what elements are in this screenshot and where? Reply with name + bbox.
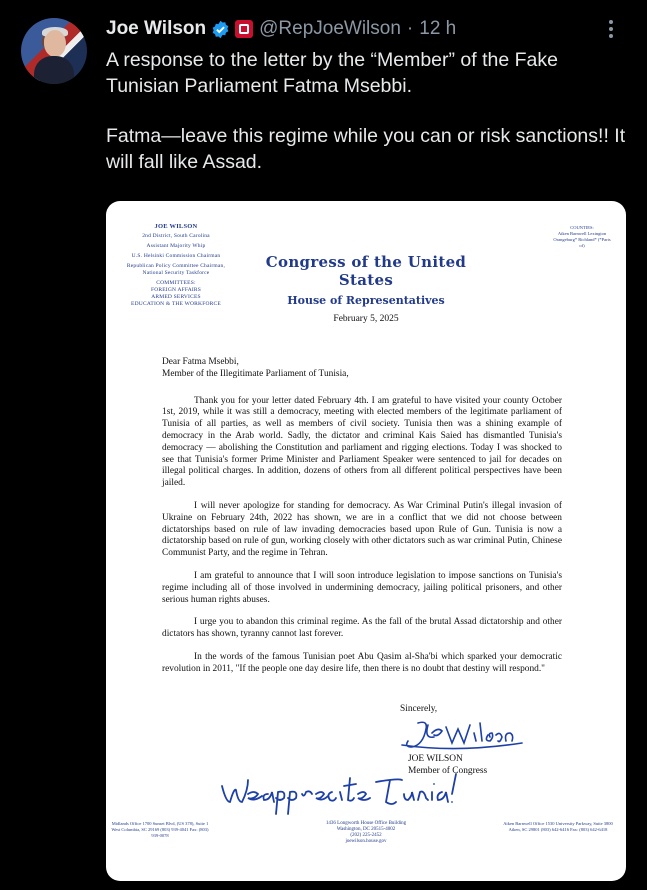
letterhead-committee-3: EDUCATION & THE WORKFORCE [131, 301, 221, 307]
letterhead-right [552, 225, 612, 249]
separator-dot: · [406, 18, 414, 39]
letter-paragraph-3: I am grateful to announce that I will soon introduce legislation to impose sanctions on Tunisia's regime including all of those involved in undermining democracy, jailing political prisoners, and other serious human rights abuses. [162, 570, 562, 605]
salutation-line-1: Dear Fatma Msebbi, [162, 357, 239, 367]
footer-dc-phone: (202) 225-2452 [350, 833, 382, 838]
letterhead-left [116, 223, 236, 311]
letter-paragraph-4: I urge you to abandon this criminal regime. As the fall of the brutal Assad dictatorship and other dictators has shown, tyranny cannot last forever. [162, 617, 562, 640]
letter-image[interactable] [106, 201, 626, 881]
government-affiliation-icon [235, 20, 253, 38]
tweet-text-paragraph-2: Fatma—leave this regime while you can or risk sanctions!! It will fall like Assad. [106, 125, 626, 173]
tweet-header [106, 14, 456, 44]
handwritten-note-image [218, 765, 508, 816]
footer-aiken-office: Aiken Barnwell Office 1530 University Parkway, Suite 3800 Aiken, SC 29801 (803) 642-6416 Fax: (803) 642-6418 [503, 821, 613, 832]
letterhead-committee-2: ARMED SERVICES [151, 294, 201, 300]
more-options-icon[interactable] [608, 20, 614, 40]
author-avatar[interactable] [21, 18, 87, 84]
letterhead-counties-list: Aiken Barnwell Lexington Orangeburg* Richland* (*Parts of) [553, 231, 611, 248]
house-title: House of Representatives [287, 294, 445, 307]
letterhead-committees: COMMITTEES: [156, 280, 196, 286]
letter-body [162, 357, 562, 687]
footer-washington-office [286, 821, 446, 845]
signature-title: Member of Congress [408, 765, 488, 776]
signature-image [398, 715, 528, 755]
letter-date: February 5, 2025 [333, 314, 399, 324]
footer-midlands-office: Midlands Office 1700 Sunset Blvd, (US 378), Suite 1 West Columbia, SC 29169 (803) 939-4041 Fax: (803) 939-0078 [111, 821, 209, 838]
author-handle[interactable]: @RepJoeWilson [259, 18, 401, 39]
signature-name: JOE WILSON [408, 754, 463, 764]
letterhead-rpc: Republican Policy Committee Chairman, National Security Taskforce [126, 263, 226, 276]
letterhead-committee-1: FOREIGN AFFAIRS [150, 287, 202, 293]
salutation-line-2: Member of the Illegitimate Parliament of Tunisia, [162, 368, 349, 379]
tweet-timestamp[interactable]: 12 h [419, 18, 457, 39]
verified-badge-icon [211, 20, 230, 39]
avatar-face [44, 30, 66, 57]
author-name[interactable]: Joe Wilson [106, 18, 207, 39]
letter-paragraph-5: In the words of the famous Tunisian poet Abu Qasim al-Sha'bi which sparked your democratic revolution in 2011, "If the people one day desire life, then there is no doubt that destiny will respond." [162, 651, 562, 674]
letter-salutation [162, 357, 562, 381]
letterhead-district: 2nd District, South Carolina [142, 233, 210, 239]
letterhead-name: JOE WILSON [154, 223, 198, 230]
letterhead-title [236, 253, 496, 324]
avatar-suit [34, 56, 74, 84]
letter-paragraph-1: Thank you for your letter dated February 4th. I am grateful to have visited your county October 1st, 2019, while it was still a democracy, meeting with elected members of the legitimate parliament of Tunisia of all parties, as well as members of civil society. Tunisia then was a shining example of democracy in the Arab world. Sadly, the dictator and criminal Kais Saied has dismantled Tunisia's democracy — abolishing the Constitution and parliament and rigging elections. Today I was shocked to see that Tunisia's former Prime Minister and Parliament Speaker were sentenced to jail for decades on illegal political charges. In addition, dozens of others from all different political perspectives have been jailed. [162, 395, 562, 489]
footer-website: joewilson.house.gov [345, 839, 387, 844]
letter-signoff: Sincerely, [400, 704, 438, 714]
letter-paragraph-2: I will never apologize for standing for democracy. As War Criminal Putin's illegal invasion of Ukraine on February 24th, 2022 has shown, we are in a conflict that we did not choose between dictatorships based on rule of law invading democracies based upon Rule of Gun. Tunisia is now a dictatorship based on rule of gun, working closely with other dictators such as war criminal Putin, Chinese Communist Party, and the regime in Tehran. [162, 500, 562, 559]
tweet-text-paragraph-1: A response to the letter by the “Member” of the Fake Tunisian Parliament Fatma Msebbi. [106, 49, 558, 97]
footer-dc-address-2: Washington, DC 20515-4002 [336, 827, 396, 832]
letterhead-counties-label: COUNTIES: [570, 225, 594, 230]
letterhead-helsinki: U.S. Helsinki Commission Chairman [131, 253, 221, 259]
footer-dc-address-1: 1436 Longworth House Office Building [325, 821, 407, 826]
letterhead-whip: Assistant Majority Whip [146, 243, 206, 249]
congress-title: Congress of the United States [265, 253, 467, 289]
tweet-text [106, 47, 626, 199]
